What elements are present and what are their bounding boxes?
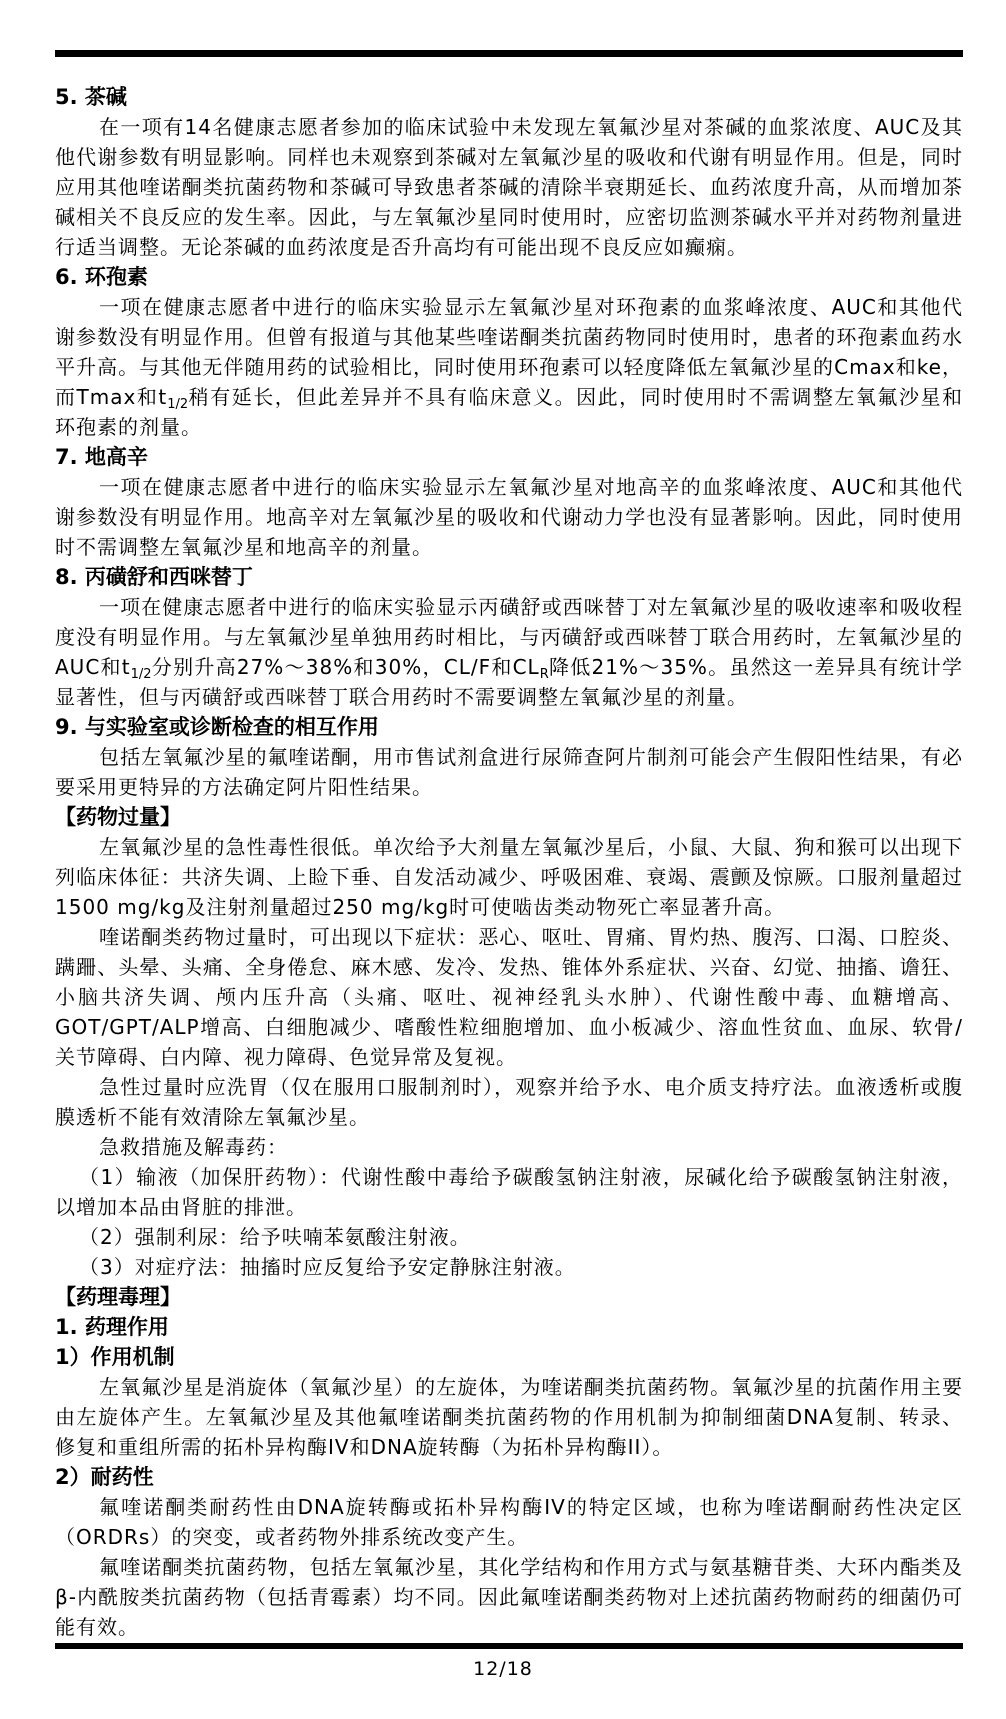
- heading-digoxin: 7. 地高辛: [55, 445, 148, 469]
- paragraph: 包括左氧氟沙星的氟喹诺酮，用市售试剂盒进行尿筛查阿片制剂可能会产生假阳性结果，有必要采用更特异的方法确定阿片阳性结果。: [55, 745, 963, 799]
- section-digoxin: [55, 442, 963, 562]
- document-body: [55, 82, 963, 1642]
- paragraph: 一项在健康志愿者中进行的临床实验显示丙磺舒或西咪替丁对左氧氟沙星的吸收速率和吸收程度没有明显作用。与左氧氟沙星单独用药时相比，与丙磺舒或西咪替丁联合用药时，左氧氟沙星的AUC和$t_{1/2}$分别升高27%～38%和30%，CL/F和$CL_R$降低21%～35%。虽然这一差异具有统计学显著性，但与丙磺舒或西咪替丁联合用药时不需要调整左氧氟沙星的剂量。: [55, 595, 963, 709]
- section-cyclosporine: [55, 262, 963, 442]
- paragraph: 左氧氟沙星是消旋体（氧氟沙星）的左旋体，为喹诺酮类抗菌药物。氧氟沙星的抗菌作用主要由左旋体产生。左氧氟沙星及其他氟喹诺酮类抗菌药物的作用机制为抑制细菌DNA复制、转录、修复和重组所需的拓朴异构酶IV和DNA旋转酶（为拓朴异构酶II）。: [55, 1375, 963, 1459]
- section-probenecid-cimetidine: [55, 562, 963, 712]
- heading-overdose: 【药物过量】: [55, 805, 181, 829]
- section-pharmacology-toxicology: [55, 1282, 963, 1312]
- page-number: 12/18: [473, 1658, 533, 1680]
- section-overdose: [55, 802, 963, 1282]
- heading-probenecid-cimetidine: 8. 丙磺舒和西咪替丁: [55, 565, 253, 589]
- heading-theophylline: 5. 茶碱: [55, 85, 127, 109]
- paragraph: 氟喹诺酮类耐药性由DNA旋转酶或拓朴异构酶IV的特定区域，也称为喹诺酮耐药性决定区（ORDRs）的突变，或者药物外排系统改变产生。: [55, 1495, 963, 1549]
- paragraph: 氟喹诺酮类抗菌药物，包括左氧氟沙星，其化学结构和作用方式与氨基糖苷类、大环内酯类及β-内酰胺类抗菌药物（包括青霉素）均不同。因此氟喹诺酮类药物对上述抗菌药物耐药的细菌仍可能有效。: [55, 1555, 963, 1639]
- paragraph: 急救措施及解毒药：: [99, 1135, 288, 1159]
- section-pharmacological-action: [55, 1312, 963, 1342]
- section-mechanism-of-action: [55, 1342, 963, 1462]
- paragraph: 一项在健康志愿者中进行的临床实验显示左氧氟沙星对环孢素的血浆峰浓度、AUC和其他代谢参数没有明显作用。但曾有报道与其他某些喹诺酮类抗菌药物同时使用时，患者的环孢素血药水平升高。与其他无伴随用药的试验相比，同时使用环孢素可以轻度降低左氧氟沙星的Cmax和ke，而Tmax和$t_{1/2}$稍有延长，但此差异并不具有临床意义。因此，同时使用时不需调整左氧氟沙星和环孢素的剂量。: [55, 295, 964, 439]
- paragraph: 喹诺酮类药物过量时，可出现以下症状：恶心、呕吐、胃痛、胃灼热、腹泻、口渴、口腔炎、蹒跚、头晕、头痛、全身倦怠、麻木感、发冷、发热、锥体外系症状、兴奋、幻觉、抽搐、谵狂、小脑共济失调、颅内压升高（头痛、呕吐、视神经乳头水肿）、代谢性酸中毒、血糖增高、GOT/GPT/ALP增高、白细胞减少、嗜酸性粒细胞增加、血小板减少、溶血性贫血、血尿、软骨/关节障碍、白内障、视力障碍、色觉异常及复视。: [55, 925, 963, 1069]
- antidote-item: （2）强制利尿：给予呋喃苯氨酸注射液。: [79, 1225, 471, 1249]
- antidote-item: （3）对症疗法：抽搐时应反复给予安定静脉注射液。: [79, 1255, 576, 1279]
- heading-pharmacology-toxicology: 【药理毒理】: [55, 1285, 181, 1309]
- heading-mechanism-of-action: 1）作用机制: [55, 1345, 175, 1369]
- top-rule: [55, 50, 963, 57]
- section-drug-resistance: [55, 1462, 963, 1642]
- paragraph: 左氧氟沙星的急性毒性很低。单次给予大剂量左氧氟沙星后，小鼠、大鼠、狗和猴可以出现下列临床体征：共济失调、上睑下垂、自发活动减少、呼吸困难、衰竭、震颤及惊厥。口服剂量超过1500 mg/kg及注射剂量超过250 mg/kg时可使啮齿类动物死亡率显著升高。: [55, 835, 963, 919]
- paragraph: 急性过量时应洗胃（仅在服用口服制剂时），观察并给予水、电介质支持疗法。血液透析或腹膜透析不能有效清除左氧氟沙星。: [55, 1075, 963, 1129]
- bottom-rule: [55, 1643, 963, 1649]
- paragraph: 一项在健康志愿者中进行的临床实验显示左氧氟沙星对地高辛的血浆峰浓度、AUC和其他代谢参数没有明显作用。地高辛对左氧氟沙星的吸收和代谢动力学也没有显著影响。因此，同时使用时不需调整左氧氟沙星和地高辛的剂量。: [55, 475, 963, 559]
- heading-pharmacological-action: 1. 药理作用: [55, 1315, 169, 1339]
- heading-cyclosporine: 6. 环孢素: [55, 265, 148, 289]
- antidote-item: （1）输液（加保肝药物）：代谢性酸中毒给予碳酸氢钠注射液，尿碱化给予碳酸氢钠注射液，以增加本品由肾脏的排泄。: [55, 1165, 963, 1219]
- heading-lab-test-interactions: 9. 与实验室或诊断检查的相互作用: [55, 715, 379, 739]
- section-lab-test-interactions: [55, 712, 963, 802]
- paragraph: 在一项有14名健康志愿者参加的临床试验中未发现左氧氟沙星对茶碱的血浆浓度、AUC及其他代谢参数有明显影响。同样也未观察到茶碱对左氧氟沙星的吸收和代谢有明显作用。但是，同时应用其他喹诺酮类抗菌药物和茶碱可导致患者茶碱的清除半衰期延长、血药浓度升高，从而增加茶碱相关不良反应的发生率。因此，与左氧氟沙星同时使用时，应密切监测茶碱水平并对药物剂量进行适当调整。无论茶碱的血药浓度是否升高均有可能出现不良反应如癫痫。: [55, 115, 963, 259]
- heading-drug-resistance: 2）耐药性: [55, 1465, 154, 1489]
- section-theophylline: [55, 82, 963, 262]
